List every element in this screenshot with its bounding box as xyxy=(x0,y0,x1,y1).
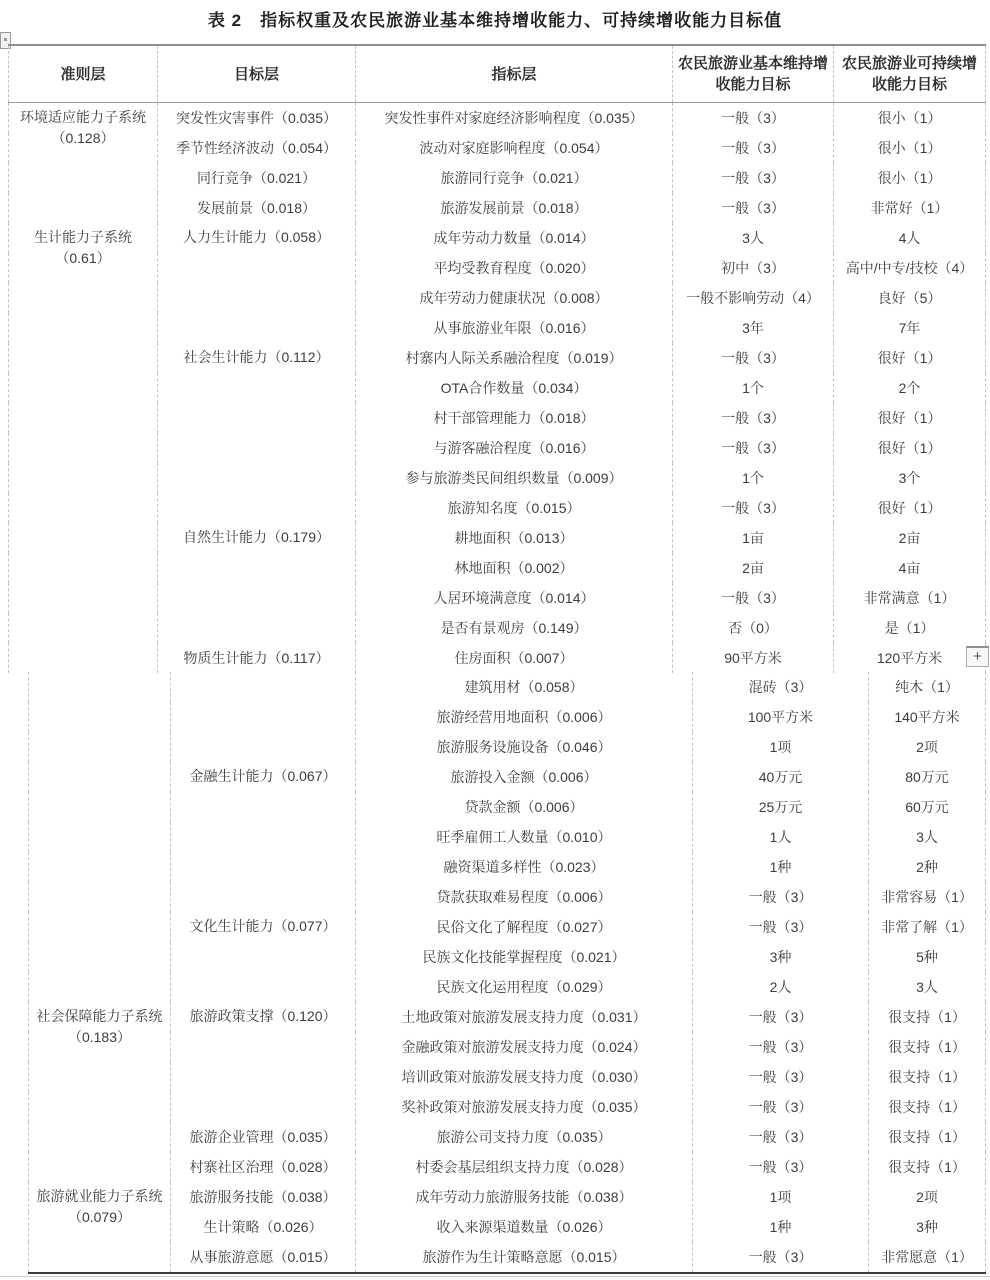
cell-indicator: 耕地面积（0.013） xyxy=(356,523,673,553)
column-header-indicator: 指标层 xyxy=(356,45,673,103)
cell-target: 季节性经济波动（0.054） xyxy=(158,133,356,163)
cell-sustainable-income-target: 很支持（1） xyxy=(869,1122,986,1152)
table-row xyxy=(9,223,986,253)
cell-sustainable-income-target: 5种 xyxy=(869,942,986,972)
cell-basic-income-target: 1种 xyxy=(693,852,869,882)
cell-criterion: 社会保障能力子系统（0.183） xyxy=(29,1002,171,1182)
cell-indicator: 村寨内人际关系融洽程度（0.019） xyxy=(356,343,673,373)
cell-basic-income-target: 1项 xyxy=(693,732,869,762)
cell-criterion xyxy=(29,672,171,1002)
table-row xyxy=(29,1212,986,1242)
cell-sustainable-income-target: 非常容易（1） xyxy=(869,882,986,912)
cell-target: 人力生计能力（0.058） xyxy=(158,223,356,343)
cell-criterion: 生计能力子系统（0.61） xyxy=(9,223,158,673)
cell-target xyxy=(171,672,356,762)
cell-basic-income-target: 一般（3） xyxy=(673,193,834,223)
cell-indicator: 融资渠道多样性（0.023） xyxy=(356,852,693,882)
cell-sustainable-income-target: 120平方米 xyxy=(834,643,986,673)
cell-indicator: 村委会基层组织支持力度（0.028） xyxy=(356,1152,693,1182)
cell-basic-income-target: 一般（3） xyxy=(693,882,869,912)
column-header-criterion: 准则层 xyxy=(9,45,158,103)
cell-sustainable-income-target: 很好（1） xyxy=(834,343,986,373)
cell-sustainable-income-target: 很支持（1） xyxy=(869,1002,986,1032)
cell-basic-income-target: 一般（3） xyxy=(673,343,834,373)
cell-basic-income-target: 一般（3） xyxy=(693,1152,869,1182)
cell-target: 物质生计能力（0.117） xyxy=(158,643,356,673)
cell-basic-income-target: 一般（3） xyxy=(693,1242,869,1273)
cell-basic-income-target: 一般（3） xyxy=(693,1032,869,1062)
table-row xyxy=(9,103,986,134)
cell-indicator: 成年劳动力旅游服务技能（0.038） xyxy=(356,1182,693,1212)
cell-basic-income-target: 混砖（3） xyxy=(693,672,869,702)
cell-indicator: 旅游发展前景（0.018） xyxy=(356,193,673,223)
cell-basic-income-target: 90平方米 xyxy=(673,643,834,673)
cell-sustainable-income-target: 纯木（1） xyxy=(869,672,986,702)
cell-indicator: 旅游公司支持力度（0.035） xyxy=(356,1122,693,1152)
cell-basic-income-target: 3人 xyxy=(673,223,834,253)
cell-sustainable-income-target: 2项 xyxy=(869,1182,986,1212)
cell-indicator: 旅游同行竞争（0.021） xyxy=(356,163,673,193)
cell-target: 自然生计能力（0.179） xyxy=(158,523,356,643)
cell-sustainable-income-target: 很好（1） xyxy=(834,493,986,523)
cell-indicator: 旅游服务设施设备（0.046） xyxy=(356,732,693,762)
cell-indicator: 贷款获取难易程度（0.006） xyxy=(356,882,693,912)
cell-basic-income-target: 1项 xyxy=(693,1182,869,1212)
cell-basic-income-target: 2人 xyxy=(693,972,869,1002)
zoom-in-button[interactable]: + xyxy=(966,646,989,667)
cell-sustainable-income-target: 非常好（1） xyxy=(834,193,986,223)
cell-indicator: 旅游作为生计策略意愿（0.015） xyxy=(356,1242,693,1273)
cell-indicator: 建筑用材（0.058） xyxy=(356,672,693,702)
cell-indicator: 是否有景观房（0.149） xyxy=(356,613,673,643)
cell-sustainable-income-target: 3人 xyxy=(869,822,986,852)
cell-sustainable-income-target: 很小（1） xyxy=(834,103,986,134)
cell-indicator: 参与旅游类民间组织数量（0.009） xyxy=(356,463,673,493)
cell-basic-income-target: 初中（3） xyxy=(673,253,834,283)
cell-sustainable-income-target: 是（1） xyxy=(834,613,986,643)
cell-target: 发展前景（0.018） xyxy=(158,193,356,223)
table-row xyxy=(29,762,986,792)
cell-sustainable-income-target: 很好（1） xyxy=(834,403,986,433)
cell-sustainable-income-target: 很小（1） xyxy=(834,163,986,193)
cell-basic-income-target: 一般（3） xyxy=(673,133,834,163)
cell-indicator: 奖补政策对旅游发展支持力度（0.035） xyxy=(356,1092,693,1122)
cell-sustainable-income-target: 80万元 xyxy=(869,762,986,792)
cell-indicator: 旅游经营用地面积（0.006） xyxy=(356,702,693,732)
cell-target: 金融生计能力（0.067） xyxy=(171,762,356,912)
cell-sustainable-income-target: 2亩 xyxy=(834,523,986,553)
cell-target: 同行竞争（0.021） xyxy=(158,163,356,193)
table-row xyxy=(29,1152,986,1182)
cell-basic-income-target: 一般（3） xyxy=(673,103,834,134)
cell-sustainable-income-target: 非常了解（1） xyxy=(869,912,986,942)
cell-criterion: 旅游就业能力子系统（0.079） xyxy=(29,1182,171,1273)
cell-basic-income-target: 1人 xyxy=(693,822,869,852)
cell-indicator: 民族文化运用程度（0.029） xyxy=(356,972,693,1002)
cell-basic-income-target: 100平方米 xyxy=(693,702,869,732)
cell-target: 突发性灾害事件（0.035） xyxy=(158,103,356,134)
cell-target: 社会生计能力（0.112） xyxy=(158,343,356,523)
cell-basic-income-target: 25万元 xyxy=(693,792,869,822)
cell-sustainable-income-target: 非常满意（1） xyxy=(834,583,986,613)
cell-sustainable-income-target: 140平方米 xyxy=(869,702,986,732)
cell-indicator: 贷款金额（0.006） xyxy=(356,792,693,822)
cell-indicator: 民族文化技能掌握程度（0.021） xyxy=(356,942,693,972)
cell-basic-income-target: 1亩 xyxy=(673,523,834,553)
cell-basic-income-target: 否（0） xyxy=(673,613,834,643)
table-row xyxy=(29,1002,986,1032)
cell-target: 旅游政策支撑（0.120） xyxy=(171,1002,356,1122)
cell-basic-income-target: 一般（3） xyxy=(673,163,834,193)
cell-indicator: 住房面积（0.007） xyxy=(356,643,673,673)
cell-basic-income-target: 2亩 xyxy=(673,553,834,583)
cell-target: 村寨社区治理（0.028） xyxy=(171,1152,356,1182)
cell-sustainable-income-target: 2项 xyxy=(869,732,986,762)
page-edge-divider xyxy=(0,1276,990,1277)
cell-criterion: 环境适应能力子系统（0.128） xyxy=(9,103,158,224)
cell-basic-income-target: 40万元 xyxy=(693,762,869,792)
cell-sustainable-income-target: 2种 xyxy=(869,852,986,882)
cell-basic-income-target: 一般（3） xyxy=(693,1002,869,1032)
cell-indicator: 民俗文化了解程度（0.027） xyxy=(356,912,693,942)
cell-indicator: 与游客融洽程度（0.016） xyxy=(356,433,673,463)
cell-sustainable-income-target: 4人 xyxy=(834,223,986,253)
cell-sustainable-income-target: 很支持（1） xyxy=(869,1032,986,1062)
cell-sustainable-income-target: 3人 xyxy=(869,972,986,1002)
cell-indicator: 突发性事件对家庭经济影响程度（0.035） xyxy=(356,103,673,134)
cell-indicator: 培训政策对旅游发展支持力度（0.030） xyxy=(356,1062,693,1092)
cell-basic-income-target: 1个 xyxy=(673,463,834,493)
cell-indicator: 金融政策对旅游发展支持力度（0.024） xyxy=(356,1032,693,1062)
cell-sustainable-income-target: 很小（1） xyxy=(834,133,986,163)
cell-basic-income-target: 一般不影响劳动（4） xyxy=(673,283,834,313)
cell-basic-income-target: 1种 xyxy=(693,1212,869,1242)
cell-indicator: 旺季雇佣工人数量（0.010） xyxy=(356,822,693,852)
cell-sustainable-income-target: 3种 xyxy=(869,1212,986,1242)
indicator-table-lower xyxy=(28,672,985,1274)
cell-indicator: 林地面积（0.002） xyxy=(356,553,673,583)
cell-indicator: 村干部管理能力（0.018） xyxy=(356,403,673,433)
cell-target: 从事旅游意愿（0.015） xyxy=(171,1242,356,1273)
table-row xyxy=(29,1242,986,1273)
column-header-target: 目标层 xyxy=(158,45,356,103)
cell-sustainable-income-target: 很支持（1） xyxy=(869,1152,986,1182)
cell-indicator: 土地政策对旅游发展支持力度（0.031） xyxy=(356,1002,693,1032)
table-row xyxy=(29,1182,986,1212)
cell-sustainable-income-target: 3个 xyxy=(834,463,986,493)
table-row xyxy=(29,912,986,942)
cell-basic-income-target: 一般（3） xyxy=(693,1092,869,1122)
cell-basic-income-target: 一般（3） xyxy=(693,1062,869,1092)
column-header-basic-income-target: 农民旅游业基本维持增收能力目标 xyxy=(673,45,834,103)
cell-sustainable-income-target: 7年 xyxy=(834,313,986,343)
cell-indicator: 旅游知名度（0.015） xyxy=(356,493,673,523)
cell-sustainable-income-target: 很支持（1） xyxy=(869,1092,986,1122)
cell-indicator: 人居环境满意度（0.014） xyxy=(356,583,673,613)
cell-sustainable-income-target: 很支持（1） xyxy=(869,1062,986,1092)
indicator-weight-table-continued xyxy=(28,672,986,1274)
indicator-table-upper xyxy=(8,44,985,673)
cell-sustainable-income-target: 2个 xyxy=(834,373,986,403)
cell-indicator: 波动对家庭影响程度（0.054） xyxy=(356,133,673,163)
cell-basic-income-target: 一般（3） xyxy=(673,583,834,613)
column-header-sustainable-income-target: 农民旅游业可持续增收能力目标 xyxy=(834,45,986,103)
cell-basic-income-target: 3年 xyxy=(673,313,834,343)
cell-sustainable-income-target: 良好（5） xyxy=(834,283,986,313)
cell-basic-income-target: 一般（3） xyxy=(673,403,834,433)
cell-target: 旅游企业管理（0.035） xyxy=(171,1122,356,1152)
cell-target: 文化生计能力（0.077） xyxy=(171,912,356,1002)
cell-sustainable-income-target: 非常愿意（1） xyxy=(869,1242,986,1273)
cell-indicator: 从事旅游业年限（0.016） xyxy=(356,313,673,343)
table-title: 表 2 指标权重及农民旅游业基本维持增收能力、可持续增收能力目标值 xyxy=(207,11,783,30)
cell-sustainable-income-target: 4亩 xyxy=(834,553,986,583)
cell-target: 生计策略（0.026） xyxy=(171,1212,356,1242)
cell-basic-income-target: 一般（3） xyxy=(673,493,834,523)
table-row xyxy=(29,672,986,702)
cell-sustainable-income-target: 很好（1） xyxy=(834,433,986,463)
cell-basic-income-target: 一般（3） xyxy=(673,433,834,463)
cell-indicator: 旅游投入金额（0.006） xyxy=(356,762,693,792)
cell-basic-income-target: 一般（3） xyxy=(693,1122,869,1152)
cell-basic-income-target: 一般（3） xyxy=(693,912,869,942)
cell-basic-income-target: 1个 xyxy=(673,373,834,403)
cell-indicator: 平均受教育程度（0.020） xyxy=(356,253,673,283)
cell-indicator: OTA合作数量（0.034） xyxy=(356,373,673,403)
cell-indicator: 成年劳动力数量（0.014） xyxy=(356,223,673,253)
cell-basic-income-target: 3种 xyxy=(693,942,869,972)
cell-target: 旅游服务技能（0.038） xyxy=(171,1182,356,1212)
table-row xyxy=(29,1122,986,1152)
cell-sustainable-income-target: 60万元 xyxy=(869,792,986,822)
indicator-weight-table xyxy=(8,44,986,673)
cell-sustainable-income-target: 高中/中专/技校（4） xyxy=(834,253,986,283)
cell-indicator: 收入来源渠道数量（0.026） xyxy=(356,1212,693,1242)
cell-indicator: 成年劳动力健康状况（0.008） xyxy=(356,283,673,313)
